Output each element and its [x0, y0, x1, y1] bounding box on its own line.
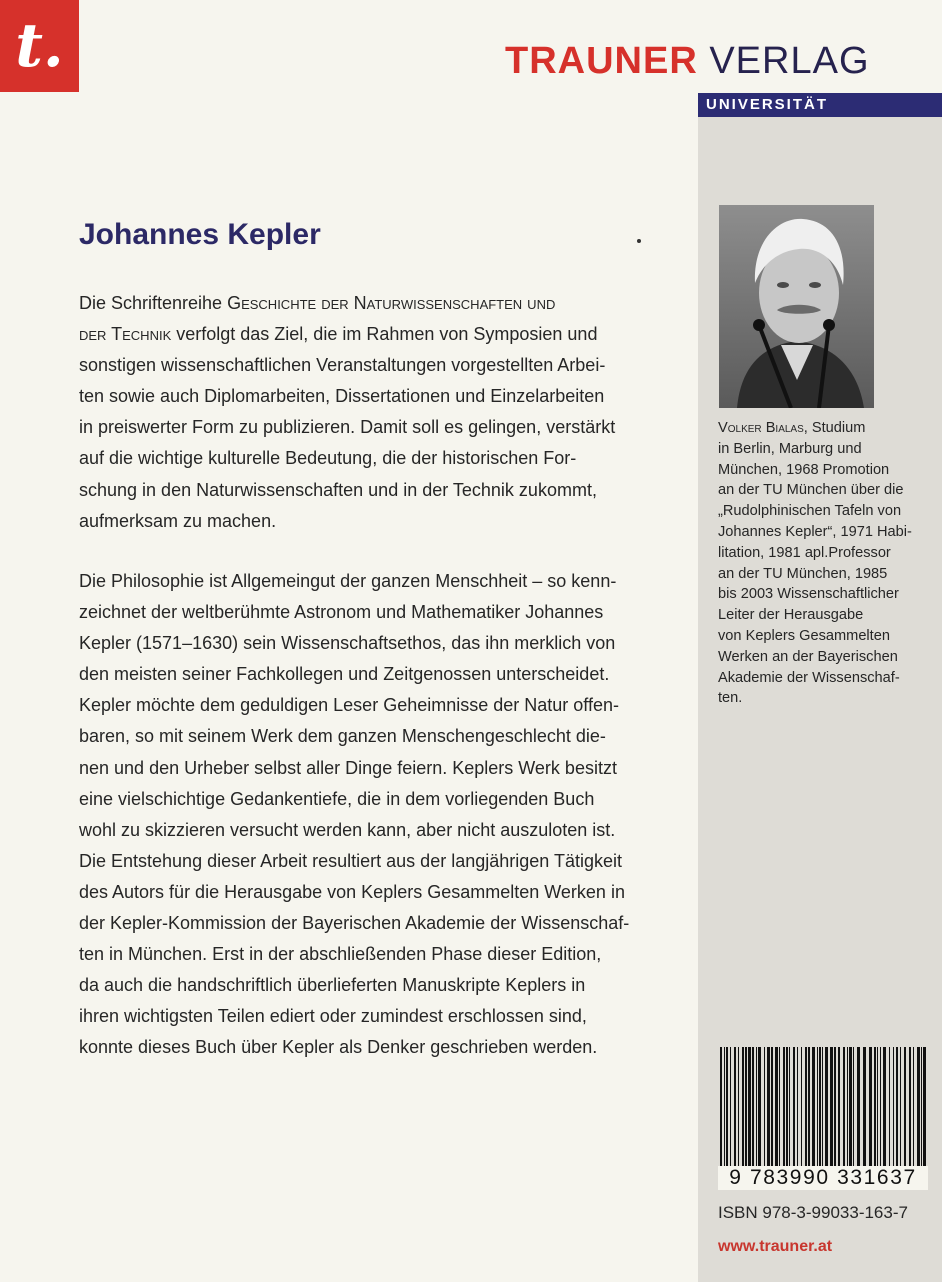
intro-text: schung in den Naturwissenschaften und in der Technik zukommt,	[79, 479, 597, 500]
bio-text: von Keplers Gesammelten	[718, 627, 890, 644]
bio-text: litation, 1981 apl.Professor	[718, 544, 891, 561]
description-line: Die Philosophie ist Allgemeingut der ganzen Menschheit – so kenn-	[79, 571, 617, 591]
intro-text: verfolgt das Ziel, die im Rahmen von Symposien und	[171, 324, 598, 345]
barcode-bar	[869, 1047, 872, 1173]
barcode-bar	[805, 1047, 807, 1173]
barcode-bar	[921, 1047, 922, 1173]
bio-line	[718, 480, 918, 501]
bio-text: Akademie der Wissenschaf-	[718, 669, 900, 686]
bio-text: Werken an der Bayerischen	[718, 648, 898, 665]
description-line: Kepler möchte dem geduldigen Leser Geheimnisse der Natur offen-	[79, 695, 619, 716]
description-line: des Autors für die Herausgabe von Keplers Gesammelten Werken in	[79, 881, 625, 902]
bio-text: „Rudolphinischen Tafeln von	[718, 503, 902, 520]
bio-line	[718, 501, 918, 522]
barcode-bar	[764, 1047, 765, 1173]
barcode-bar	[775, 1047, 778, 1173]
description-line: da auch die handschriftlich überlieferten Manuskripte Keplers in	[79, 975, 586, 996]
intro-text: Die Schriftenreihe	[79, 293, 228, 313]
barcode-bar	[817, 1047, 818, 1173]
barcode-bar	[843, 1047, 845, 1173]
description-line: konnte dieses Buch über Kepler als Denker geschrieben werden.	[79, 1037, 598, 1058]
barcode-bar	[801, 1047, 802, 1173]
series-band: UNIVERSITÄT	[698, 93, 942, 117]
description-paragraph	[79, 566, 667, 1064]
barcode-bar	[797, 1047, 798, 1173]
publisher-name-light: VERLAG	[697, 40, 870, 82]
barcode-bar	[748, 1047, 751, 1173]
barcode-bar	[742, 1047, 744, 1173]
bio-line	[718, 522, 918, 543]
barcode-bar	[779, 1047, 780, 1173]
author-bio	[718, 418, 918, 709]
intro-text: auf die wichtige kulturelle Bedeutung, die der historischen For-	[79, 448, 577, 469]
barcode-bar	[730, 1047, 731, 1173]
bio-text: an der TU München über die	[718, 482, 904, 499]
barcode-bar	[771, 1047, 773, 1173]
isbn-number: ISBN 978-3-99033-163-7	[718, 1203, 908, 1222]
barcode-bar	[917, 1047, 920, 1173]
barcode-bar	[896, 1047, 898, 1173]
barcode-bar	[830, 1047, 833, 1173]
barcode-bar	[822, 1047, 823, 1173]
intro-text: sonstigen wissenschaftlichen Veranstaltungen vorgestellten Arbei-	[79, 355, 606, 376]
barcode-bar	[724, 1047, 725, 1173]
intro-line	[79, 412, 667, 443]
barcode-bar	[726, 1047, 728, 1173]
intro-line	[79, 443, 667, 474]
barcode-bar	[913, 1047, 914, 1173]
intro-text: ten sowie auch Diplomarbeiten, Dissertationen und Einzelarbeiten	[79, 386, 605, 407]
bio-text: in Berlin, Marburg und	[718, 440, 862, 457]
bio-line	[718, 668, 918, 689]
description-line: ihren wichtigsten Teilen ediert oder zumindest erschlossen sind,	[79, 1006, 587, 1027]
intro-paragraph	[79, 288, 667, 537]
bio-line	[718, 460, 918, 481]
barcode-bar	[877, 1047, 878, 1173]
description-line: Die Entstehung dieser Arbeit resultiert aus der langjährigen Tätigkeit	[79, 850, 622, 871]
description-line: baren, so mit seinem Werk dem ganzen Menschengeschlecht die-	[79, 726, 606, 747]
description-line: der Kepler-Kommission der Bayerischen Akademie der Wissenschaf-	[79, 913, 630, 934]
intro-text: aufmerksam zu machen.	[79, 510, 277, 531]
bio-line	[718, 418, 918, 439]
barcode-bar	[783, 1047, 785, 1173]
barcode-bar	[720, 1047, 722, 1173]
intro-line	[79, 506, 667, 537]
bio-line	[718, 605, 918, 626]
book-title: Johannes Kepler	[79, 218, 321, 251]
description-line: zeichnet der weltberühmte Astronom und Mathematiker Johannes	[79, 602, 604, 623]
barcode-bar	[863, 1047, 866, 1173]
author-photo	[719, 205, 874, 408]
bio-line	[718, 543, 918, 564]
barcode-bar	[849, 1047, 852, 1173]
author-portrait-image	[719, 205, 874, 408]
trauner-logo: t.	[0, 0, 79, 92]
barcode-bar	[819, 1047, 821, 1173]
barcode-bar	[880, 1047, 881, 1173]
bio-text: ten.	[718, 690, 743, 707]
series-name-text: Geschichte der Naturwissenschaften und	[227, 293, 556, 313]
barcode-bar	[857, 1047, 860, 1173]
barcode-bar	[834, 1047, 836, 1173]
barcode-bar	[838, 1047, 840, 1173]
bio-line	[718, 439, 918, 460]
barcode-bar	[767, 1047, 770, 1173]
barcode-bar	[874, 1047, 876, 1173]
bio-line	[718, 584, 918, 605]
barcode-bar	[734, 1047, 736, 1173]
bio-text: bis 2003 Wissenschaftlicher	[718, 586, 899, 603]
description-line: den meisten seiner Fachkollegen und Zeitgenossen unterscheidet.	[79, 664, 610, 685]
barcode-bar	[909, 1047, 911, 1173]
barcode-bar	[756, 1047, 757, 1173]
description-line: Kepler (1571–1630) sein Wissenschaftsethos, das ihn merklich von	[79, 633, 616, 654]
intro-line	[79, 288, 667, 319]
barcode-bar	[786, 1047, 788, 1173]
barcode-bar	[745, 1047, 747, 1173]
series-name-text: der Technik	[79, 324, 172, 345]
barcode-bar	[812, 1047, 815, 1173]
barcode-bar	[900, 1047, 901, 1173]
bio-text: Leiter der Herausgabe	[718, 607, 864, 624]
intro-line	[79, 381, 667, 412]
description-line: ten in München. Erst in der abschließenden Phase dieser Edition,	[79, 944, 602, 965]
barcode-bar	[789, 1047, 790, 1173]
bio-text: , Studium	[803, 420, 866, 436]
bio-line	[718, 647, 918, 668]
intro-text: in preiswerter Form zu publizieren. Damit soll es gelingen, verstärkt	[79, 417, 616, 438]
bio-text: an der TU München, 1985	[718, 565, 888, 582]
barcode-bar	[758, 1047, 761, 1173]
barcode-bar	[793, 1047, 795, 1173]
barcode-bar	[853, 1047, 854, 1173]
author-name: Volker Bialas	[718, 420, 804, 436]
barcode-bar	[923, 1047, 926, 1173]
barcode-bar	[738, 1047, 739, 1173]
description-line: wohl zu skizzieren versucht werden kann, aber nicht auszuloten ist.	[79, 819, 616, 840]
website-link[interactable]: www.trauner.at	[718, 1238, 833, 1255]
barcode-bar	[889, 1047, 890, 1173]
publisher-name-bold: TRAUNER	[505, 40, 698, 82]
intro-line	[79, 319, 667, 350]
barcode-bar	[752, 1047, 754, 1173]
barcode-digits: 9 783990 331637	[718, 1166, 928, 1190]
barcode-bar	[904, 1047, 906, 1173]
speck-dot	[637, 239, 641, 243]
barcode-bar	[883, 1047, 886, 1173]
bio-line	[718, 626, 918, 647]
barcode-bar	[893, 1047, 894, 1173]
bio-line	[718, 688, 918, 709]
barcode-bar	[847, 1047, 848, 1173]
bio-text: München, 1968 Promotion	[718, 461, 890, 478]
barcode-bar	[808, 1047, 810, 1173]
barcode-bar	[825, 1047, 828, 1173]
description-line: nen und den Urheber selbst aller Dinge feiern. Keplers Werk besitzt	[79, 757, 617, 778]
description-line: eine vielschichtige Gedankentiefe, die in dem vorliegenden Buch	[79, 788, 595, 809]
intro-line	[79, 350, 667, 381]
bio-line	[718, 564, 918, 585]
intro-line	[79, 475, 667, 506]
publisher-name	[505, 40, 870, 83]
bio-text: Johannes Kepler“, 1971 Habi-	[718, 523, 912, 540]
